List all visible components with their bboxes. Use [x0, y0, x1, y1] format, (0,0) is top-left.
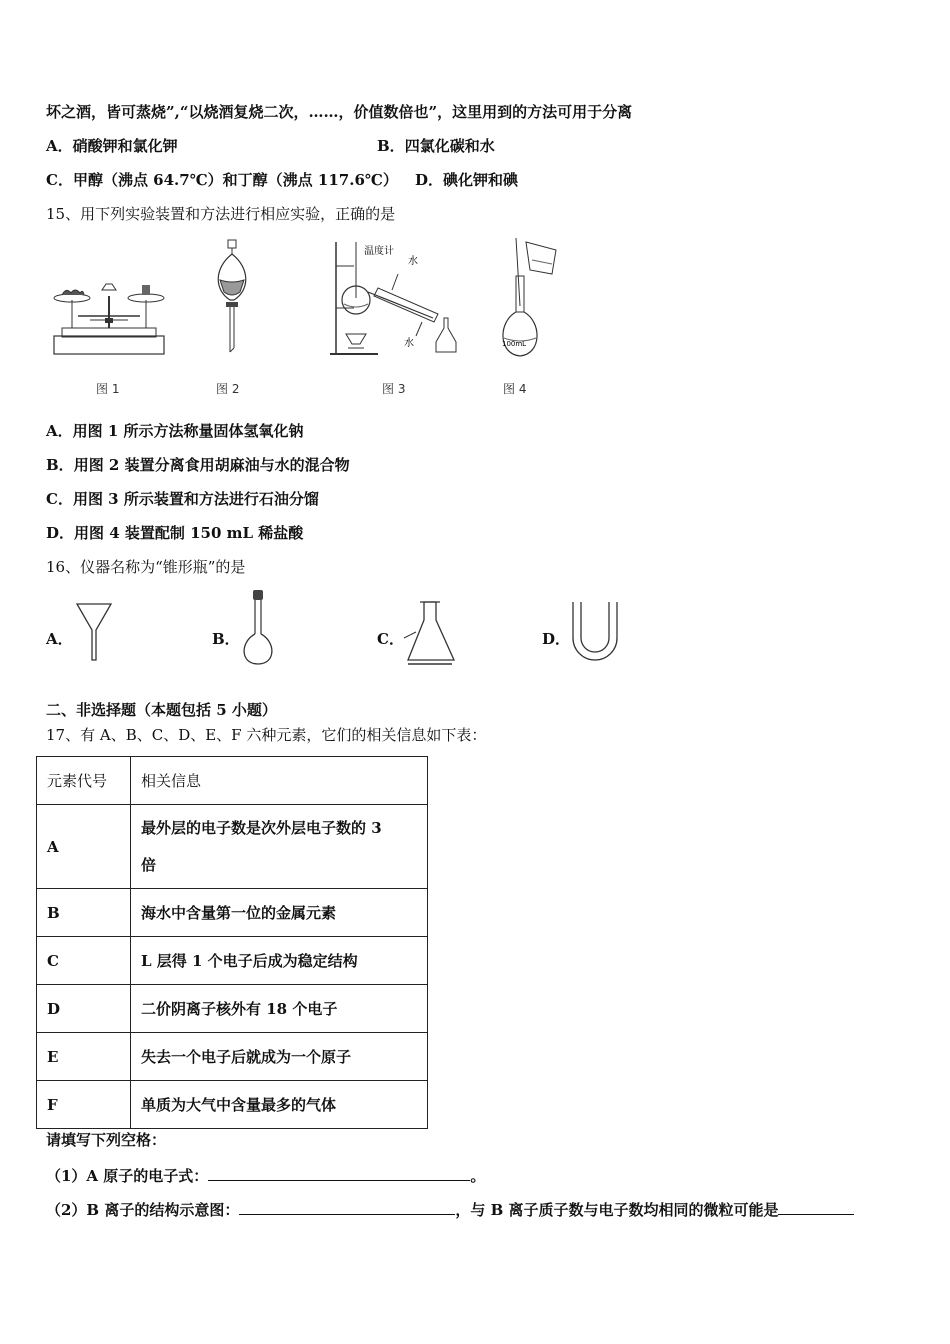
table-row — [37, 805, 428, 889]
q15-option-d[interactable] — [46, 523, 303, 543]
option-label: C． — [46, 490, 73, 508]
answer-blank-2[interactable] — [239, 1198, 455, 1215]
row-info: 海水中含量第一位的金属元素 — [131, 889, 428, 937]
sub2-text: （2）B 离子的结构示意图： — [46, 1201, 240, 1219]
u-tube-icon — [568, 598, 622, 664]
q14-option-d[interactable] — [415, 170, 518, 190]
q14-option-a[interactable] — [46, 136, 178, 156]
q17-sub1 — [46, 1164, 485, 1186]
q14-stem-tail: 坏之酒，皆可蒸烧”,“以烧酒复烧二次，……，价值数倍也”，这里用到的方法可用于分离 — [46, 103, 633, 121]
header-info: 相关信息 — [131, 757, 428, 805]
row-info-line1: 最外层的电子数是次外层电子数的 3 — [141, 818, 382, 837]
sub1-text: （1）A 原子的电子式： — [46, 1167, 209, 1185]
option-label: D． — [46, 524, 75, 542]
table-header-row — [37, 757, 428, 805]
fig2-caption: 图 2 — [216, 382, 240, 396]
erlenmeyer-flask-icon — [402, 598, 458, 668]
fig3-caption: 图 3 — [382, 382, 406, 396]
row-info: 单质为大气中含量最多的气体 — [131, 1081, 428, 1129]
q16-option-a[interactable]: A． — [46, 630, 73, 648]
option-text: 用图 3 所示装置和方法进行石油分馏 — [72, 490, 319, 508]
option-text: 四氯化碳和水 — [404, 137, 495, 155]
q16-option-c[interactable]: C． — [377, 630, 404, 648]
table-row — [37, 1081, 428, 1129]
table-row — [37, 985, 428, 1033]
distillation-figure — [328, 238, 468, 358]
q15-option-c[interactable] — [46, 489, 319, 509]
row-info-line2: 倍 — [141, 855, 157, 874]
option-text: 用图 2 装置分离食用胡麻油与水的混合物 — [73, 456, 350, 474]
header-code: 元素代号 — [37, 757, 131, 805]
row-info: 二价阴离子核外有 18 个电子 — [131, 985, 428, 1033]
row-code: D — [37, 985, 131, 1033]
fill-prompt: 请填写下列空格： — [46, 1131, 167, 1149]
option-text: 用图 4 装置配制 150 mL 稀盐酸 — [74, 524, 304, 542]
q16-option-b[interactable]: B． — [212, 630, 240, 648]
fig1-caption: 图 1 — [96, 382, 120, 396]
q17-sub2 — [46, 1198, 854, 1220]
option-label: A． — [46, 137, 73, 155]
volumetric-flask-figure — [496, 236, 566, 360]
option-label: C． — [46, 171, 73, 189]
fig4-caption: 图 4 — [503, 382, 527, 396]
q15-option-b[interactable] — [46, 455, 350, 475]
option-text: 甲醇（沸点 64.7℃）和丁醇（沸点 117.6℃） — [72, 171, 398, 189]
row-info: L 层得 1 个电子后成为稳定结构 — [131, 937, 428, 985]
answer-blank-3[interactable] — [778, 1198, 854, 1215]
option-label: A． — [46, 422, 73, 440]
element-info-table — [36, 756, 428, 1129]
funnel-figure — [74, 600, 114, 664]
option-label: D． — [415, 171, 444, 189]
option-text: 碘化钾和碘 — [443, 171, 519, 189]
row-code: F — [37, 1081, 131, 1129]
table-row — [37, 889, 428, 937]
row-code: E — [37, 1033, 131, 1081]
answer-blank-1[interactable] — [208, 1164, 470, 1181]
row-info: 失去一个电子后就成为一个原子 — [131, 1033, 428, 1081]
water-in-label: 水 — [408, 256, 418, 267]
volumetric-flask-icon — [238, 588, 278, 668]
row-code: B — [37, 889, 131, 937]
option-label: B． — [46, 456, 74, 474]
option-text: 用图 1 所示方法称量固体氢氧化钠 — [72, 422, 304, 440]
q17-stem: 17、有 A、B、C、D、E、F 六种元素，它们的相关信息如下表： — [46, 726, 487, 744]
row-code: C — [37, 937, 131, 985]
row-code: A — [37, 805, 131, 889]
q14-option-c[interactable] — [46, 170, 398, 190]
sub1-end: 。 — [470, 1167, 486, 1185]
water-out-label: 水 — [404, 338, 414, 349]
balance-figure — [50, 268, 168, 358]
section-heading: 二、非选择题（本题包括 5 小题） — [46, 701, 277, 719]
option-label: B． — [377, 137, 405, 155]
flask-volume-label: 100mL — [502, 340, 527, 348]
row-info — [131, 805, 428, 889]
q15-option-a[interactable] — [46, 421, 304, 441]
table-row — [37, 937, 428, 985]
separatory-funnel-figure — [212, 238, 252, 358]
thermometer-label: 温度计 — [364, 246, 394, 257]
q15-stem: 15、用下列实验装置和方法进行相应实验，正确的是 — [46, 205, 396, 223]
table-row — [37, 1033, 428, 1081]
q16-stem: 16、仪器名称为“锥形瓶”的是 — [46, 558, 246, 576]
q14-option-b[interactable] — [377, 136, 495, 156]
q16-option-d[interactable]: D． — [542, 630, 571, 648]
option-text: 硝酸钾和氯化钾 — [72, 137, 178, 155]
sub2-text-b: ，与 B 离子质子数与电子数均相同的微粒可能是 — [455, 1201, 779, 1219]
